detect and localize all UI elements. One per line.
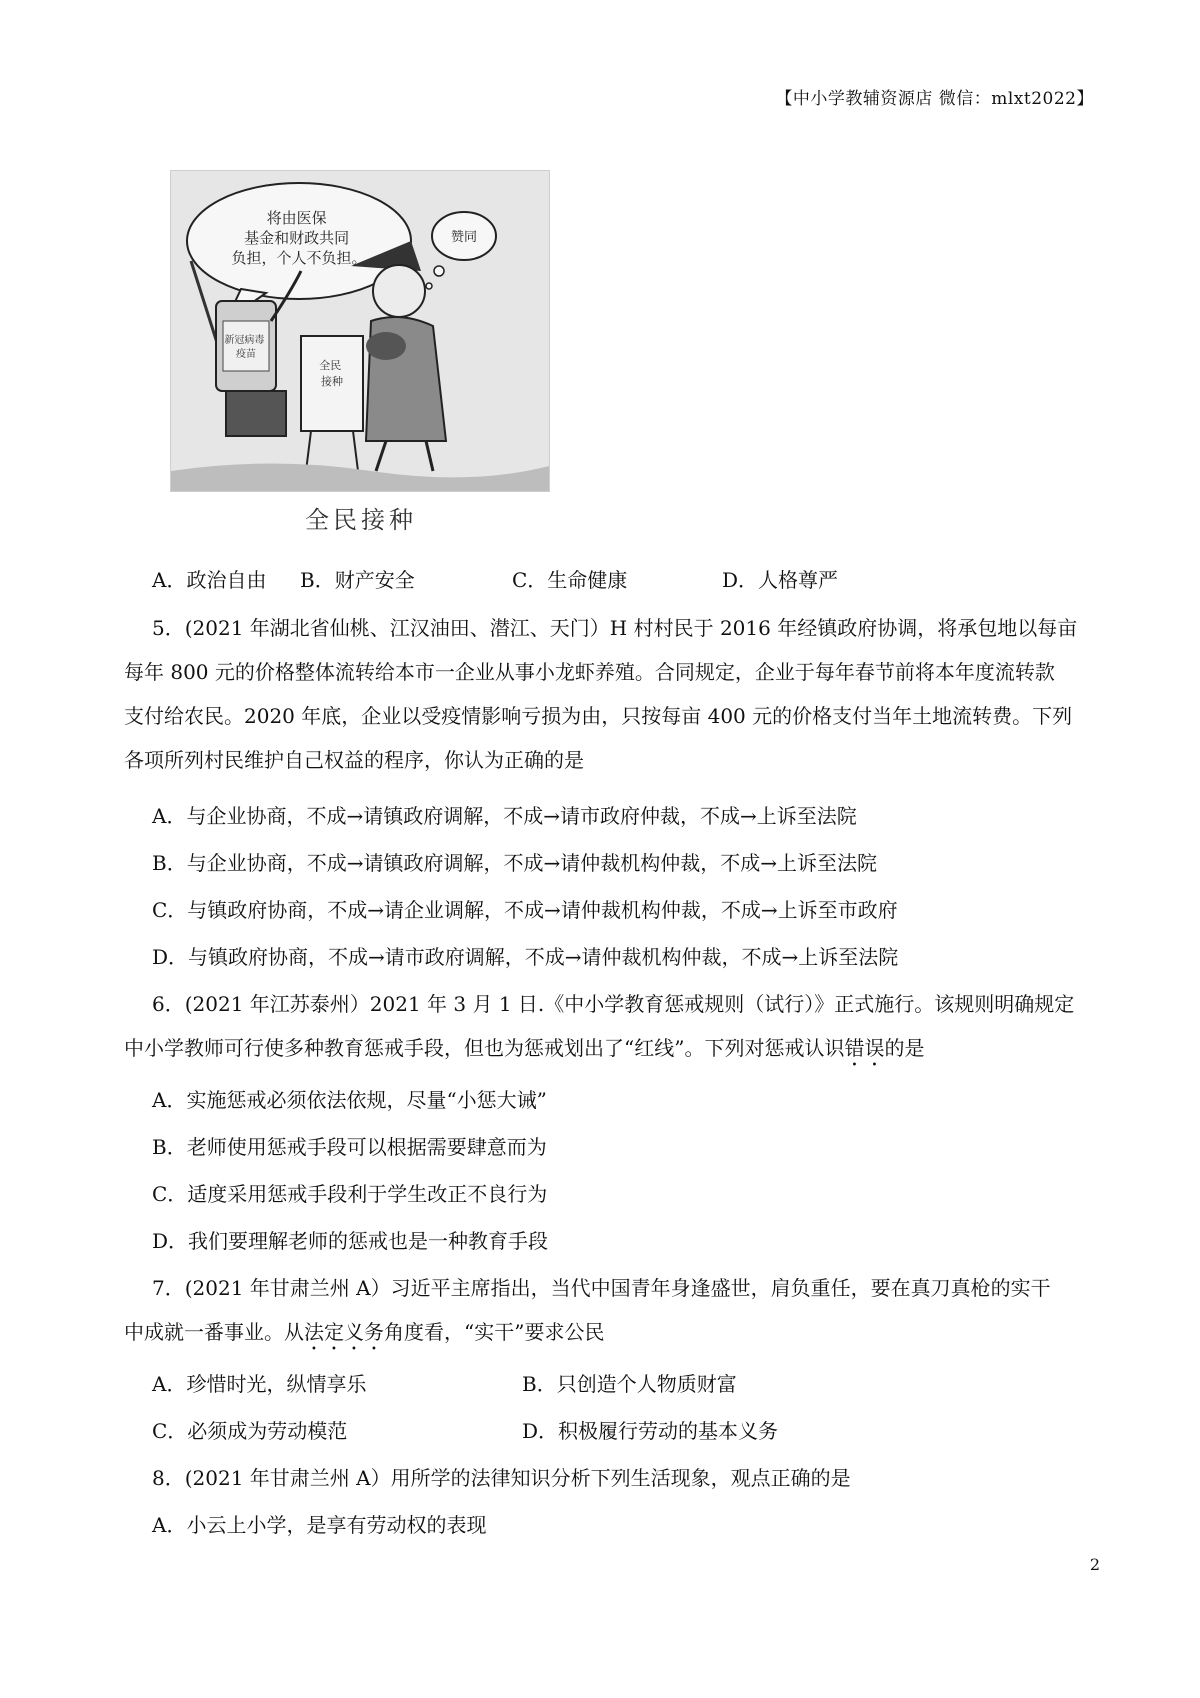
sign-right-text: 全民 接种 [319, 359, 343, 388]
q7-stem-line2 [124, 1318, 604, 1355]
q4-option-d: D．人格尊严 [722, 568, 839, 592]
q7-option-a: A．珍惜时光，纵情享乐 [152, 1372, 367, 1396]
q6-option-b: B．老师使用惩戒手段可以根据需要肆意而为 [152, 1135, 547, 1159]
q6-option-d: D．我们要理解老师的惩戒也是一种教育手段 [152, 1229, 549, 1253]
q5-option-a: A．与企业协商，不成→请镇政府调解，不成→请市政府仲裁，不成→上诉至法院 [152, 804, 857, 828]
q6-stem-line2 [124, 1034, 924, 1071]
q7-options-row1 [152, 1370, 737, 1398]
q5-option-b: B．与企业协商，不成→请镇政府调解，不成→请仲裁机构仲裁，不成→上诉至法院 [152, 851, 877, 875]
q5-stem [124, 614, 1104, 774]
q6-option-a: A．实施惩戒必须依法依规，尽量“小惩大诫” [152, 1088, 547, 1112]
q4-options [152, 566, 838, 594]
q4-option-c: C．生命健康 [512, 568, 628, 592]
q5-stem-line: 各项所列村民维护自己权益的程序，你认为正确的是 [124, 748, 584, 772]
q8-stem: 8．(2021 年甘肃兰州 A）用所学的法律知识分析下列生活现象，观点正确的是 [152, 1466, 851, 1490]
q4-option-a: A．政治自由 [152, 568, 267, 592]
q6-stem-line1: 6．(2021 年江苏泰州）2021 年 3 月 1 日.《中小学教育惩戒规则（试行）》正式施行。该规则明确规定 [152, 992, 1075, 1016]
q7-options-row2 [152, 1417, 778, 1445]
q7-stem-text: 角度看，“实干”要求公民 [384, 1320, 605, 1344]
cartoon-image [170, 170, 550, 492]
q5-option-c: C．与镇政府协商，不成→请企业调解，不成→请仲裁机构仲裁，不成→上诉至市政府 [152, 898, 898, 922]
q7-option-c: C．必须成为劳动模范 [152, 1419, 348, 1443]
cartoon-caption: 全民接种 [305, 506, 417, 534]
q5-stem-line: 5．(2021 年湖北省仙桃、江汉油田、潜江、天门）H 村村民于 2016 年经镇政府协调，将承包地以每亩 [152, 616, 1078, 640]
q5-option-d: D．与镇政府协商，不成→请市政府调解，不成→请仲裁机构仲裁，不成→上诉至法院 [152, 945, 899, 969]
q6-emphasis: 错误 [844, 1036, 885, 1060]
q7-emphasis: 法定义务 [304, 1320, 384, 1344]
cartoon-drawing [171, 171, 549, 491]
q7-option-d: D．积极履行劳动的基本义务 [522, 1419, 779, 1443]
page-number: 2 [1089, 1555, 1100, 1574]
q8-option-a: A．小云上小学，是享有劳动权的表现 [152, 1513, 487, 1537]
q4-option-b: B．财产安全 [300, 568, 415, 592]
q6-option-c: C．适度采用惩戒手段利于学生改正不良行为 [152, 1182, 548, 1206]
sign-left-text: 新冠病毒 疫苗 [224, 335, 265, 360]
q5-stem-line: 每年 800 元的价格整体流转给本市一企业从事小龙虾养殖。合同规定，企业于每年春节前将本年度流转款 [124, 660, 1055, 684]
q5-stem-line: 支付给农民。2020 年底，企业以受疫情影响亏损为由，只按每亩 400 元的价格支付当年土地流转费。下列 [124, 704, 1073, 728]
q6-stem-text: 的是 [884, 1036, 925, 1060]
q7-stem-text: 中成就一番事业。从 [124, 1320, 304, 1344]
thought-text: 赞同 [450, 230, 478, 245]
q7-option-b: B．只创造个人物质财富 [522, 1372, 737, 1396]
q6-stem-text: 中小学教师可行使多种教育惩戒手段，但也为惩戒划出了“红线”。下列对惩戒认识 [124, 1036, 845, 1060]
bubble-text: 将由医保 基金和财政共同 负担，个人不负担。 [231, 209, 367, 267]
q7-stem-line1: 7．(2021 年甘肃兰州 A）习近平主席指出，当代中国青年身逢盛世，肩负重任，要在真刀真枪的实干 [152, 1276, 1051, 1300]
page-header: 【中小学教辅资源店 微信：mlxt2022】 [775, 89, 1094, 109]
